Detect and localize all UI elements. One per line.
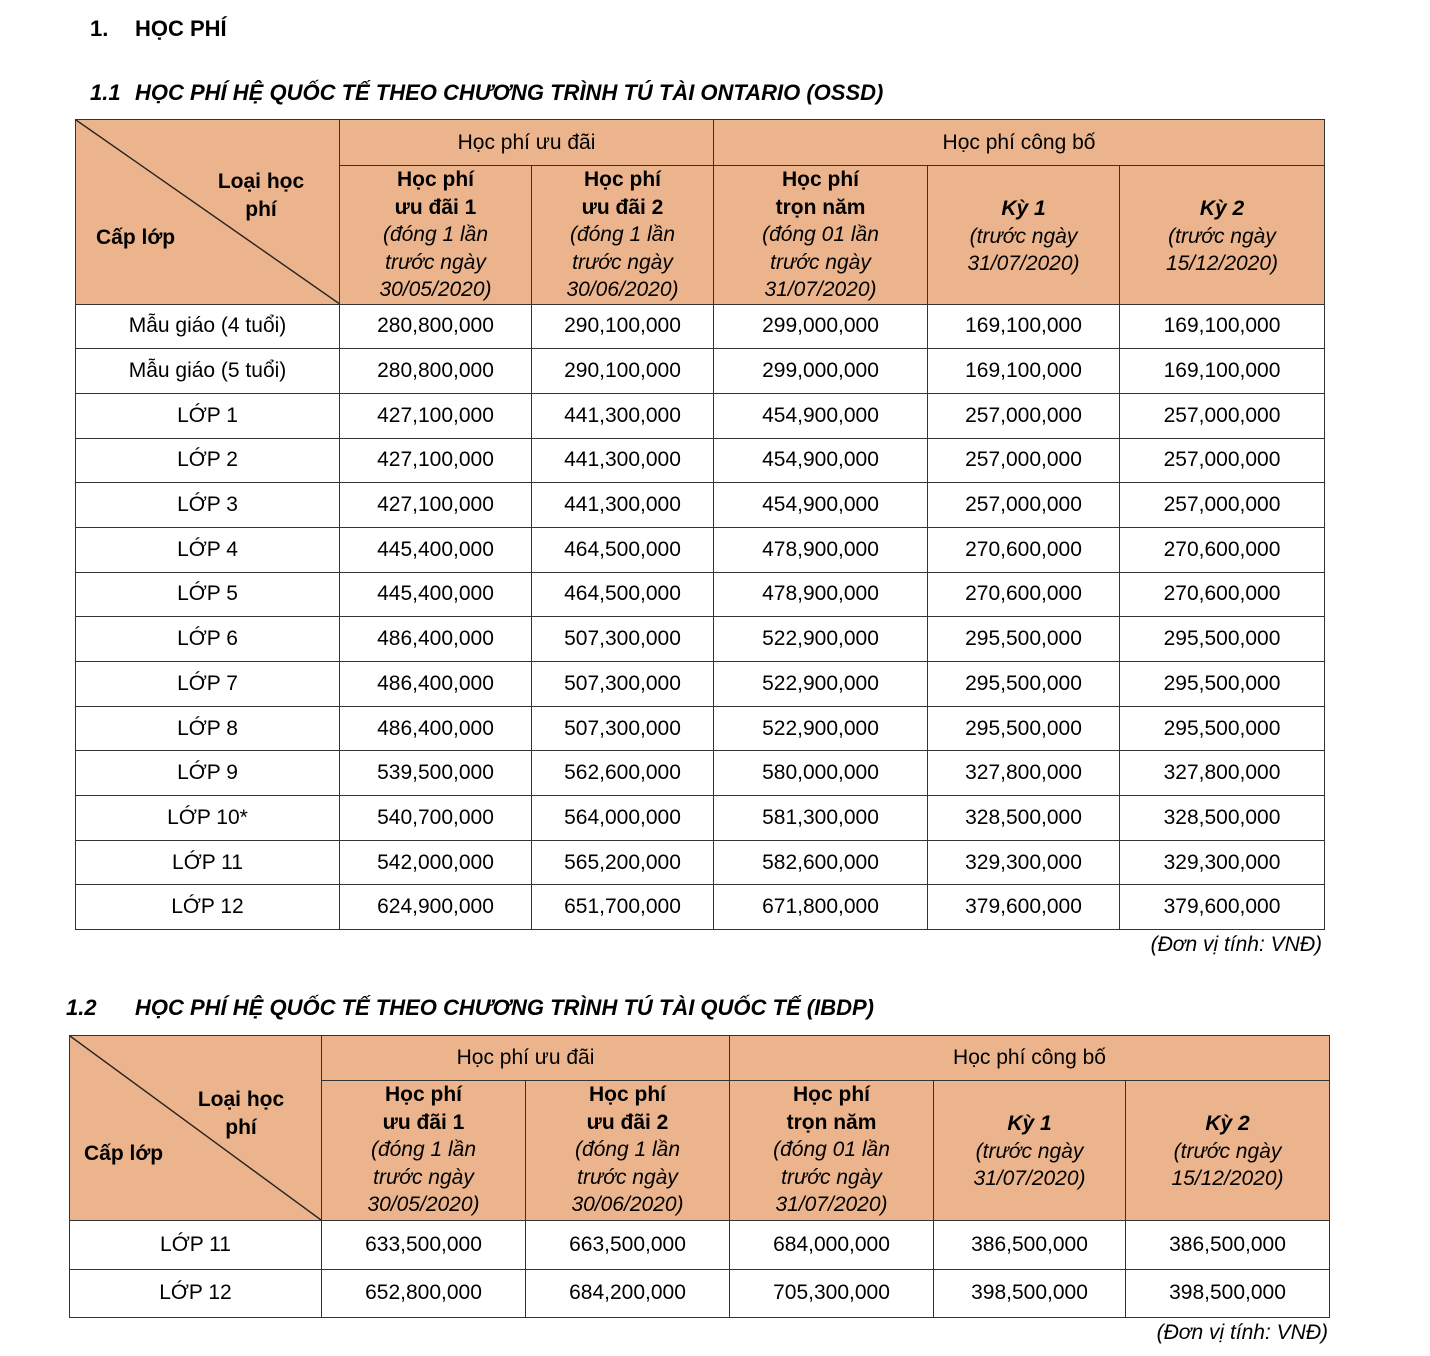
fee-value-cell: 542,000,000	[340, 840, 532, 885]
column-header	[714, 166, 928, 305]
column-header-line: Học phí	[589, 1083, 666, 1106]
fee-value-cell: 328,500,000	[1120, 796, 1325, 841]
column-header-line: (đóng 1 lần	[382, 223, 489, 246]
column-header-line: Học phí	[397, 168, 474, 191]
fee-value-cell: 270,600,000	[1120, 527, 1325, 572]
table-row	[76, 438, 1325, 483]
column-header-line: Học phí	[584, 168, 661, 191]
fee-value-cell: 454,900,000	[714, 438, 928, 483]
grade-level-cell: LỚP 1	[76, 393, 340, 438]
column-header	[1126, 1081, 1330, 1221]
corner-fee-type-label	[176, 1086, 306, 1142]
column-header	[928, 166, 1120, 305]
fee-value-cell: 270,600,000	[928, 527, 1120, 572]
subsection-number: 1.1	[90, 80, 121, 105]
fee-value-cell: 464,500,000	[532, 527, 714, 572]
corner-level-label: Cấp lớp	[84, 1142, 164, 1165]
table-row	[76, 572, 1325, 617]
column-header-line: (trước ngày	[975, 1139, 1084, 1163]
grade-level-cell: LỚP 7	[76, 662, 340, 707]
fee-value-cell: 398,500,000	[1126, 1269, 1330, 1318]
column-header-line: trước ngày	[770, 250, 871, 274]
column-header-line: (đóng 1 lần	[370, 1138, 477, 1161]
column-header-line: ưu đãi 2	[581, 195, 664, 219]
corner-fee-type-line1: Loại học	[197, 1088, 285, 1111]
section-heading	[90, 16, 227, 42]
grade-level-cell: LỚP 12	[70, 1269, 322, 1318]
subsection-number: 1.2	[66, 995, 97, 1020]
fee-value-cell: 454,900,000	[714, 393, 928, 438]
corner-header-cell	[76, 120, 340, 305]
column-header-line: (đóng 1 lần	[569, 223, 676, 246]
column-header	[340, 166, 532, 305]
column-header-line: (trước ngày	[1168, 224, 1276, 248]
table-row	[76, 706, 1325, 751]
fee-value-cell: 522,900,000	[714, 617, 928, 662]
fee-value-cell: 295,500,000	[1120, 662, 1325, 707]
fee-value-cell: 565,200,000	[532, 840, 714, 885]
fee-value-cell: 257,000,000	[928, 483, 1120, 528]
fee-value-cell: 562,600,000	[532, 751, 714, 796]
grade-level-cell: LỚP 12	[76, 885, 340, 930]
grade-level-cell: LỚP 9	[76, 751, 340, 796]
column-header-line: 30/05/2020)	[379, 278, 492, 301]
section-title: HỌC PHÍ	[135, 16, 227, 41]
group-header-published: Học phí công bố	[730, 1036, 1330, 1081]
corner-header-cell	[70, 1036, 322, 1221]
group-header-published: Học phí công bố	[714, 120, 1325, 166]
table-row	[76, 483, 1325, 528]
ossd-table-body	[76, 304, 1325, 930]
fee-value-cell: 652,800,000	[322, 1269, 526, 1318]
column-header-line: ưu đãi 1	[394, 195, 477, 219]
fee-value-cell: 169,100,000	[1120, 304, 1325, 349]
fee-value-cell: 624,900,000	[340, 885, 532, 930]
column-header	[532, 166, 714, 305]
corner-fee-type-label	[196, 168, 326, 224]
fee-value-cell: 327,800,000	[928, 751, 1120, 796]
column-header-line: Học phí	[793, 1083, 870, 1106]
column-header	[730, 1081, 934, 1221]
fee-value-cell: 441,300,000	[532, 438, 714, 483]
fee-value-cell: 280,800,000	[340, 304, 532, 349]
table-row	[76, 662, 1325, 707]
fee-value-cell: 582,600,000	[714, 840, 928, 885]
fee-value-cell: 445,400,000	[340, 572, 532, 617]
column-header-line: Kỳ 1	[1007, 1112, 1052, 1135]
fee-value-cell: 257,000,000	[1120, 483, 1325, 528]
fee-value-cell: 169,100,000	[928, 349, 1120, 394]
fee-value-cell: 329,300,000	[928, 840, 1120, 885]
column-header-line: (đóng 1 lần	[574, 1138, 681, 1161]
column-header-line: 31/07/2020)	[967, 252, 1080, 275]
column-header	[526, 1081, 730, 1221]
corner-fee-type-line2: phí	[245, 198, 277, 221]
fee-value-cell: 651,700,000	[532, 885, 714, 930]
grade-level-cell: Mẫu giáo (4 tuổi)	[76, 304, 340, 349]
column-header-line: 15/12/2020)	[1165, 252, 1279, 275]
grade-level-cell: LỚP 5	[76, 572, 340, 617]
grade-level-cell: LỚP 11	[70, 1221, 322, 1270]
table-row	[76, 840, 1325, 885]
column-header-line: (trước ngày	[1173, 1139, 1282, 1163]
group-header-discount: Học phí ưu đãi	[340, 120, 714, 166]
column-header-line: 30/06/2020)	[566, 278, 679, 301]
fee-value-cell: 441,300,000	[532, 393, 714, 438]
fee-value-cell: 684,000,000	[730, 1221, 934, 1270]
column-header	[322, 1081, 526, 1221]
column-header-line: trọn năm	[775, 195, 866, 219]
fee-value-cell: 705,300,000	[730, 1269, 934, 1318]
corner-fee-type-line1: Loại học	[217, 170, 305, 193]
table-row	[70, 1221, 1330, 1270]
section-number: 1.	[90, 16, 109, 41]
fee-value-cell: 295,500,000	[928, 662, 1120, 707]
fee-value-cell: 327,800,000	[1120, 751, 1325, 796]
fee-value-cell: 580,000,000	[714, 751, 928, 796]
fee-value-cell: 427,100,000	[340, 393, 532, 438]
column-header-line: 31/07/2020)	[775, 1193, 888, 1216]
fee-value-cell: 299,000,000	[714, 304, 928, 349]
fee-value-cell: 464,500,000	[532, 572, 714, 617]
fee-value-cell: 270,600,000	[928, 572, 1120, 617]
table-row	[76, 617, 1325, 662]
grade-level-cell: LỚP 6	[76, 617, 340, 662]
corner-fee-type-line2: phí	[225, 1116, 257, 1139]
table-row	[76, 393, 1325, 438]
column-header-line: Kỳ 2	[1199, 197, 1245, 220]
fee-value-cell: 386,500,000	[1126, 1221, 1330, 1270]
fee-value-cell: 663,500,000	[526, 1221, 730, 1270]
table-row	[70, 1269, 1330, 1318]
fee-value-cell: 257,000,000	[928, 438, 1120, 483]
column-header-line: trọn năm	[786, 1110, 877, 1134]
fee-value-cell: 328,500,000	[928, 796, 1120, 841]
fee-value-cell: 290,100,000	[532, 304, 714, 349]
table-row	[76, 527, 1325, 572]
subsection-heading-1-2	[66, 995, 874, 1021]
fee-value-cell: 257,000,000	[928, 393, 1120, 438]
fee-value-cell: 427,100,000	[340, 483, 532, 528]
fee-value-cell: 478,900,000	[714, 572, 928, 617]
fee-value-cell: 522,900,000	[714, 662, 928, 707]
column-header-line: (trước ngày	[969, 224, 1078, 248]
fee-value-cell: 329,300,000	[1120, 840, 1325, 885]
fee-value-cell: 280,800,000	[340, 349, 532, 394]
fee-value-cell: 427,100,000	[340, 438, 532, 483]
column-header-line: Học phí	[782, 168, 859, 191]
column-header-line: trước ngày	[577, 1165, 678, 1189]
subsection-heading-1-1	[90, 80, 883, 106]
column-header-line: (đóng 01 lần	[762, 223, 879, 246]
column-header-line: Kỳ 1	[1001, 197, 1046, 220]
fee-value-cell: 478,900,000	[714, 527, 928, 572]
column-header	[1120, 166, 1325, 305]
unit-note: (Đơn vị tính: VNĐ)	[1156, 1321, 1328, 1344]
fee-value-cell: 539,500,000	[340, 751, 532, 796]
column-header	[934, 1081, 1126, 1221]
fee-value-cell: 445,400,000	[340, 527, 532, 572]
fee-value-cell: 507,300,000	[532, 617, 714, 662]
fee-value-cell: 398,500,000	[934, 1269, 1126, 1318]
fee-value-cell: 257,000,000	[1120, 393, 1325, 438]
grade-level-cell: LỚP 10*	[76, 796, 340, 841]
column-header-line: (đóng 01 lần	[773, 1138, 890, 1161]
fee-value-cell: 295,500,000	[928, 706, 1120, 751]
column-header-line: 30/06/2020)	[571, 1193, 684, 1216]
fee-value-cell: 507,300,000	[532, 706, 714, 751]
fee-value-cell: 671,800,000	[714, 885, 928, 930]
column-header-line: trước ngày	[385, 250, 486, 274]
column-header-line: 30/05/2020)	[367, 1193, 480, 1216]
fee-value-cell: 379,600,000	[1120, 885, 1325, 930]
column-header-line: ưu đãi 1	[382, 1110, 465, 1134]
fee-value-cell: 454,900,000	[714, 483, 928, 528]
fee-value-cell: 581,300,000	[714, 796, 928, 841]
table-row	[76, 796, 1325, 841]
fee-value-cell: 486,400,000	[340, 617, 532, 662]
fee-value-cell: 295,500,000	[928, 617, 1120, 662]
subsection-title: HỌC PHÍ HỆ QUỐC TẾ THEO CHƯƠNG TRÌNH TÚ TÀI QUỐC TẾ (IBDP)	[135, 995, 874, 1020]
ibdp-table-body	[70, 1221, 1330, 1318]
grade-level-cell: LỚP 2	[76, 438, 340, 483]
table-row	[76, 885, 1325, 930]
fee-value-cell: 386,500,000	[934, 1221, 1126, 1270]
grade-level-cell: LỚP 3	[76, 483, 340, 528]
fee-value-cell: 290,100,000	[532, 349, 714, 394]
grade-level-cell: LỚP 8	[76, 706, 340, 751]
fee-value-cell: 295,500,000	[1120, 706, 1325, 751]
fee-value-cell: 633,500,000	[322, 1221, 526, 1270]
fee-value-cell: 169,100,000	[1120, 349, 1325, 394]
column-header-line: 15/12/2020)	[1171, 1167, 1284, 1190]
fee-value-cell: 379,600,000	[928, 885, 1120, 930]
fee-value-cell: 507,300,000	[532, 662, 714, 707]
fee-value-cell: 270,600,000	[1120, 572, 1325, 617]
fee-value-cell: 564,000,000	[532, 796, 714, 841]
grade-level-cell: LỚP 4	[76, 527, 340, 572]
column-header-line: trước ngày	[572, 250, 673, 274]
column-header-line: Học phí	[385, 1083, 462, 1106]
fee-value-cell: 441,300,000	[532, 483, 714, 528]
corner-level-label: Cấp lớp	[96, 226, 176, 249]
fee-value-cell: 169,100,000	[928, 304, 1120, 349]
fee-value-cell: 522,900,000	[714, 706, 928, 751]
fee-value-cell: 257,000,000	[1120, 438, 1325, 483]
table-row	[76, 304, 1325, 349]
fee-value-cell: 295,500,000	[1120, 617, 1325, 662]
fee-value-cell: 684,200,000	[526, 1269, 730, 1318]
column-header-line: Kỳ 2	[1205, 1112, 1250, 1135]
column-header-line: 31/07/2020)	[764, 278, 877, 301]
table-row	[76, 751, 1325, 796]
fee-value-cell: 486,400,000	[340, 706, 532, 751]
column-header-line: trước ngày	[781, 1165, 882, 1189]
table-row	[76, 349, 1325, 394]
column-header-line: ưu đãi 2	[586, 1110, 669, 1134]
unit-note: (Đơn vị tính: VNĐ)	[1150, 933, 1322, 956]
fee-value-cell: 299,000,000	[714, 349, 928, 394]
group-header-discount: Học phí ưu đãi	[322, 1036, 730, 1081]
ibdp-fee-table	[69, 1035, 1330, 1318]
column-header-line: 31/07/2020)	[973, 1167, 1086, 1190]
grade-level-cell: LỚP 11	[76, 840, 340, 885]
fee-value-cell: 486,400,000	[340, 662, 532, 707]
fee-value-cell: 540,700,000	[340, 796, 532, 841]
ossd-fee-table	[75, 119, 1325, 930]
column-header-line: trước ngày	[373, 1165, 474, 1189]
grade-level-cell: Mẫu giáo (5 tuổi)	[76, 349, 340, 394]
subsection-title: HỌC PHÍ HỆ QUỐC TẾ THEO CHƯƠNG TRÌNH TÚ TÀI ONTARIO (OSSD)	[135, 80, 884, 105]
